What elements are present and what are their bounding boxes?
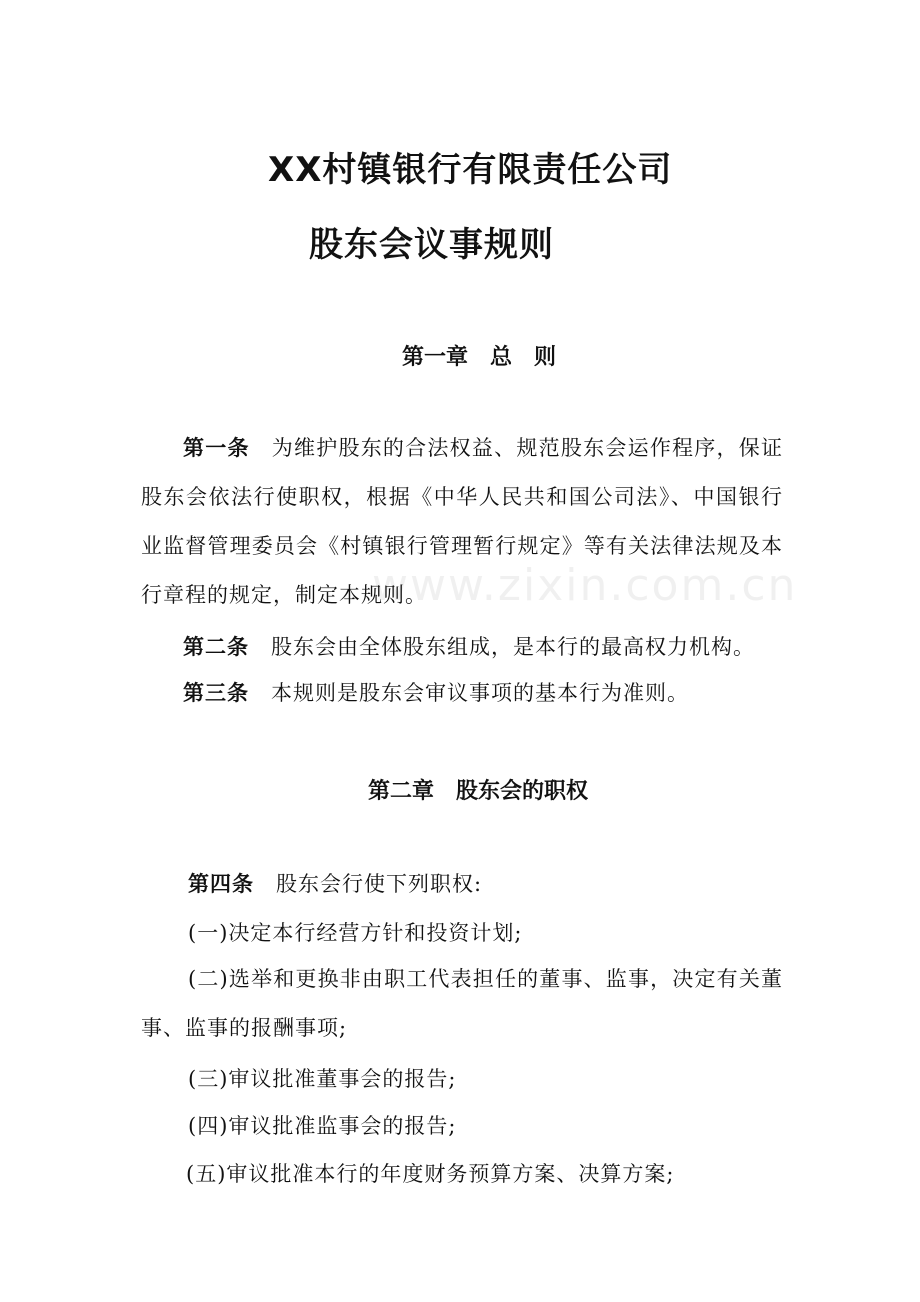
article-1-label: 第一条 — [183, 436, 250, 460]
document-title-company: XX村镇银行有限责任公司 — [268, 150, 673, 190]
article-3-text: 本规则是股东会审议事项的基本行为准则。 — [271, 681, 689, 705]
watermark: www.zixin.com.cn — [372, 560, 798, 611]
article-4 — [188, 868, 482, 898]
article-4-label: 第四条 — [188, 872, 254, 896]
document-title-rules: 股东会议事规则 — [309, 225, 554, 265]
article-4-item-2: (二)选举和更换非由职工代表担任的董事、监事，决定有关董事、监事的报酬事项; — [141, 967, 783, 1040]
article-3 — [183, 677, 689, 707]
article-2 — [183, 631, 755, 661]
article-2-text: 股东会由全体股东组成，是本行的最高权力机构。 — [271, 635, 755, 659]
chapter-2-heading: 第二章 股东会的职权 — [368, 779, 589, 804]
article-4-item-5: (五)审议批准本行的年度财务预算方案、决算方案; — [186, 1162, 675, 1186]
article-4-text: 股东会行使下列职权: — [276, 872, 483, 896]
article-4-item-4: (四)审议批准监事会的报告; — [188, 1114, 457, 1138]
article-3-label: 第三条 — [183, 681, 249, 705]
chapter-1-heading: 第一章 总 则 — [402, 345, 557, 370]
article-1-text: 为维护股东的合法权益、规范股东会运作程序，保证股东会依法行使职权，根据《中华人民共和国公司法》、中国银行业监督管理委员会《村镇银行管理暂行规定》等有关法律法规及本行章程的规定，制定本规则。 — [141, 436, 784, 607]
article-2-label: 第二条 — [183, 635, 249, 659]
article-1 — [141, 424, 783, 620]
article-4-item-1: (一)决定本行经营方针和投资计划; — [188, 921, 523, 945]
article-4-item-3: (三)审议批准董事会的报告; — [188, 1067, 457, 1091]
